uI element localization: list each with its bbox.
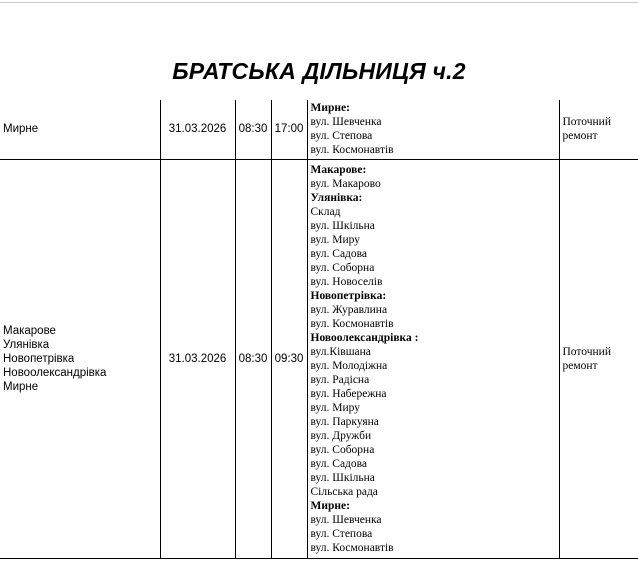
- street-name: вул. Журавлина: [310, 303, 388, 316]
- date-cell: 31.03.2026: [160, 100, 235, 159]
- street-name: вул. Космонавтів: [310, 144, 394, 157]
- village-heading: Макарове:: [310, 163, 367, 176]
- street-name: вул. Садова: [310, 247, 368, 260]
- street-name: Склад: [310, 205, 341, 218]
- street-name: вул. Молодіжна: [310, 359, 388, 372]
- street-name: вул. Паркуяна: [310, 415, 379, 428]
- street-name: вул. Шевченка: [310, 513, 382, 526]
- start-time-cell: 08:30: [235, 159, 271, 558]
- street-name: вул.Ківшана: [310, 345, 371, 358]
- street-name: вул. Шевченка: [310, 116, 382, 129]
- settlement-name: Новоолександрівка: [3, 366, 107, 379]
- street-name: вул. Набережна: [310, 387, 387, 400]
- street-name: вул. Миру: [310, 233, 360, 246]
- street-name: вул. Новоселів: [310, 275, 383, 288]
- street-name: вул. Миру: [310, 401, 360, 414]
- settlements-cell: [0, 100, 160, 159]
- table-row: [0, 159, 638, 558]
- streets-cell: [307, 159, 559, 558]
- street-name: вул. Дружби: [310, 429, 372, 442]
- settlement-name: Новопетрівка: [3, 352, 75, 365]
- village-heading: Новоолександрівка :: [310, 331, 419, 344]
- street-name: вул. Садова: [310, 457, 368, 470]
- street-name: вул. Шкільна: [310, 219, 375, 232]
- settlement-name: Мирне: [3, 123, 39, 136]
- street-name: вул. Степова: [310, 130, 373, 143]
- village-heading: Улянівка:: [310, 191, 363, 204]
- settlement-name: Мирне: [3, 380, 39, 393]
- start-time-cell: 08:30: [235, 100, 271, 159]
- street-name: вул. Космонавтів: [310, 317, 394, 330]
- street-name: вул. Соборна: [310, 261, 375, 274]
- street-name: вул. Соборна: [310, 443, 375, 456]
- settlement-name: Макарове: [3, 324, 56, 337]
- outage-schedule-table: [0, 100, 638, 559]
- work-type-cell: Поточний ремонт: [559, 159, 638, 558]
- work-type-cell: Поточний ремонт: [559, 100, 638, 159]
- settlement-name: Улянівка: [3, 338, 50, 351]
- streets-cell: [307, 100, 559, 159]
- settlements-cell: [0, 159, 160, 558]
- date-cell: 31.03.2026: [160, 159, 235, 558]
- street-name: вул. Шкільна: [310, 471, 375, 484]
- top-divider: [0, 2, 638, 3]
- table-row: [0, 100, 638, 159]
- street-name: вул. Радісна: [310, 373, 370, 386]
- page-title: БРАТСЬКА ДІЛЬНИЦЯ ч.2: [172, 58, 466, 84]
- street-name: Сільська рада: [310, 485, 378, 498]
- street-name: вул. Степова: [310, 527, 373, 540]
- village-heading: Новопетрівка:: [310, 289, 387, 302]
- end-time-cell: 09:30: [271, 159, 307, 558]
- street-name: вул. Космонавтів: [310, 541, 394, 554]
- village-heading: Мирне:: [310, 499, 350, 512]
- end-time-cell: 17:00: [271, 100, 307, 159]
- village-heading: Мирне:: [310, 102, 350, 115]
- schedule-body: [0, 100, 638, 558]
- street-name: вул. Макарово: [310, 177, 381, 190]
